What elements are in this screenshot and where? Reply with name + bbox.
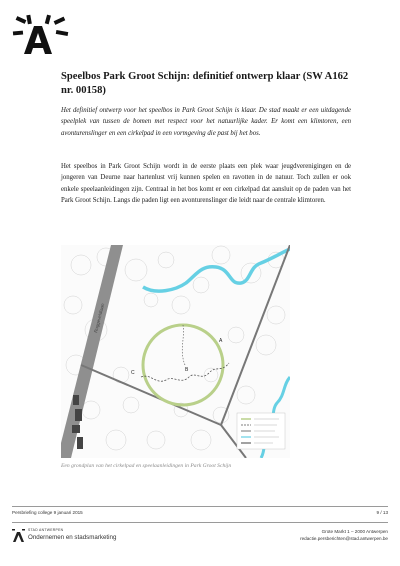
point-b-label: B bbox=[185, 367, 189, 373]
antwerp-a-logo-icon bbox=[12, 14, 72, 58]
body-paragraph: Het speelbos in Park Groot Schijn wordt in de eerste plaats een plek waar jeugdverenigingen en de jongeren van Deurne naar hartenlust vrij kunnen spelen en ravotten in de natuur. Toch zullen er ook enkele speelaanleidingen zijn. Centraal in het bos komt er een cirkelpad dat aansluit op de paden van het Park Groot Schijn. Langs die paden ligt een avonturenslinger die leidt naar de centrale klimtoren. bbox=[61, 163, 351, 204]
lead-paragraph: Het definitief ontwerp voor het speelbos in Park Groot Schijn is klaar. De stad maakt er een uitdagende speelplek van tussen de bomen met respect voor het natuurlijke kader. Er komt een klimtoren, een avonturenslinger en een cirkelpad in een vormgeving die past bij het bos. bbox=[61, 107, 351, 137]
map-legend bbox=[237, 413, 285, 449]
figure-caption: Een grondplan van het cirkelpad en speelaanleidingen in Park Groot Schijn bbox=[61, 463, 232, 469]
point-c-label: C bbox=[131, 370, 135, 376]
point-a-label: A bbox=[219, 338, 223, 344]
org-name: Ondernemen en stadsmarketing bbox=[28, 534, 117, 541]
ground-plan-map bbox=[61, 245, 290, 458]
address: Grote Markt 1 – 2000 Antwerpen bbox=[321, 529, 388, 534]
contact-email[interactable]: redactie.persberichten@stad.antwerpen.be bbox=[300, 536, 388, 541]
city-logo-small-icon bbox=[12, 529, 26, 543]
org-small-label: STAD ANTWERPEN bbox=[28, 528, 64, 532]
footer-divider bbox=[12, 506, 388, 507]
page-number: 9 / 13 bbox=[376, 510, 388, 515]
footer-divider-2 bbox=[12, 522, 388, 523]
road-label: Ruggeveldlaan bbox=[93, 302, 106, 334]
footer-left-text: Persbriefing college 9 januari 2015 bbox=[12, 510, 83, 515]
document-title: Speelbos Park Groot Schijn: definitief ontwerp klaar (SW A162 nr. 00158) bbox=[61, 71, 349, 96]
